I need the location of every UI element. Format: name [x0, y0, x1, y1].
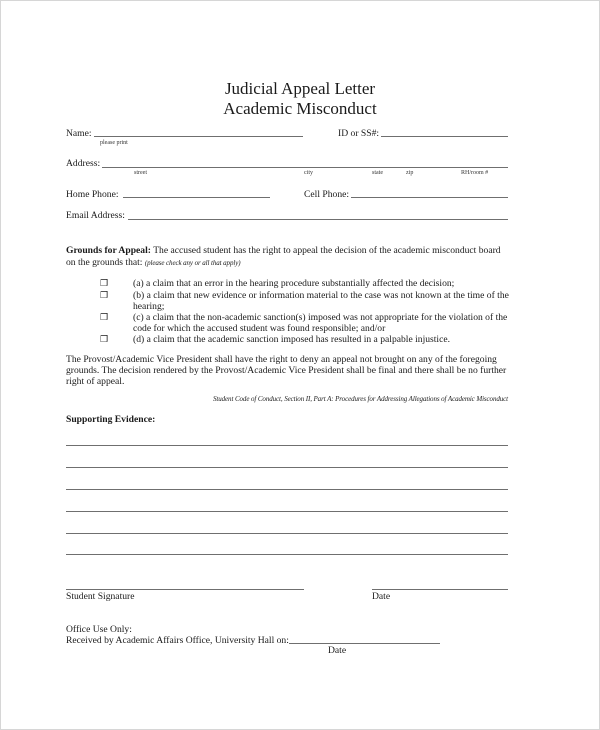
document-title: Judicial Appeal Letter [224, 79, 376, 98]
checkbox-option-d[interactable]: ❒ [100, 335, 109, 345]
policy-citation: Student Code of Conduct, Section II, Part A: Procedures for Addressing Allegations of Academic Misconduct [213, 395, 508, 403]
student-signature-field[interactable] [66, 589, 304, 590]
option-b-text-2: hearing; [133, 301, 165, 312]
grounds-intro-line2: on the grounds that: [66, 257, 143, 268]
email-label: Email Address: [66, 210, 125, 221]
received-date-label: Date [328, 645, 347, 656]
evidence-line-1[interactable] [66, 445, 508, 446]
received-date-field[interactable] [289, 643, 440, 644]
address-hint-room: RH/room # [461, 170, 489, 176]
name-label: Name: [66, 128, 92, 139]
grounds-heading: Grounds for Appeal: [66, 245, 151, 256]
address-label: Address: [66, 158, 101, 169]
provost-paragraph-line2: grounds. The decision rendered by the Provost/Academic Vice President shall be final and there shall be no further [66, 365, 507, 376]
cell-phone-label: Cell Phone: [304, 189, 350, 200]
address-hint-zip: zip [406, 170, 414, 176]
address-hint-city: city [304, 170, 313, 176]
evidence-line-3[interactable] [66, 489, 508, 490]
document-subtitle: Academic Misconduct [223, 99, 377, 118]
evidence-line-2[interactable] [66, 467, 508, 468]
id-label: ID or SS#: [338, 128, 380, 139]
address-hint-street: street [134, 170, 147, 176]
evidence-line-6[interactable] [66, 554, 508, 555]
name-field[interactable] [94, 136, 303, 137]
signature-date-label: Date [372, 591, 391, 602]
grounds-intro-line1: The accused student has the right to appeal the decision of the academic misconduct board [153, 245, 501, 256]
checkbox-option-c[interactable]: ❒ [100, 313, 109, 323]
option-d-text: (d) a claim that the academic sanction imposed has resulted in a palpable injustice. [133, 334, 451, 345]
provost-paragraph-line3: right of appeal. [66, 376, 125, 387]
cell-phone-field[interactable] [351, 197, 508, 198]
provost-paragraph-line1: The Provost/Academic Vice President shall have the right to deny an appeal not brought on any of the foregoing [66, 354, 497, 365]
id-field[interactable] [381, 136, 508, 137]
name-hint: please print [100, 140, 128, 146]
address-field[interactable] [102, 167, 508, 168]
option-a-text: (a) a claim that an error in the hearing procedure substantially affected the decision; [133, 278, 455, 289]
grounds-intro-2 [66, 257, 240, 269]
option-c-text-1: (c) a claim that the non-academic sanction(s) imposed was not appropriate for the violation of the [133, 312, 508, 323]
option-b-text-1: (b) a claim that new evidence or information material to the case was not known at the time of the [133, 290, 509, 301]
office-use-heading: Office Use Only: [66, 624, 132, 635]
signature-date-field[interactable] [372, 589, 508, 590]
option-c-text-2: code for which the accused student was found responsible; and/or [133, 323, 386, 334]
checkbox-option-a[interactable]: ❒ [100, 279, 109, 289]
evidence-line-4[interactable] [66, 511, 508, 512]
home-phone-field[interactable] [123, 197, 270, 198]
checkbox-option-b[interactable]: ❒ [100, 291, 109, 301]
grounds-intro [66, 245, 501, 257]
received-label: Received by Academic Affairs Office, University Hall on: [66, 635, 289, 646]
evidence-line-5[interactable] [66, 533, 508, 534]
grounds-instruction: (please check any or all that apply) [144, 259, 241, 267]
student-signature-label: Student Signature [66, 591, 135, 602]
home-phone-label: Home Phone: [66, 189, 119, 200]
email-field[interactable] [128, 219, 508, 220]
address-hint-state: state [372, 170, 383, 176]
evidence-heading: Supporting Evidence: [66, 414, 156, 425]
